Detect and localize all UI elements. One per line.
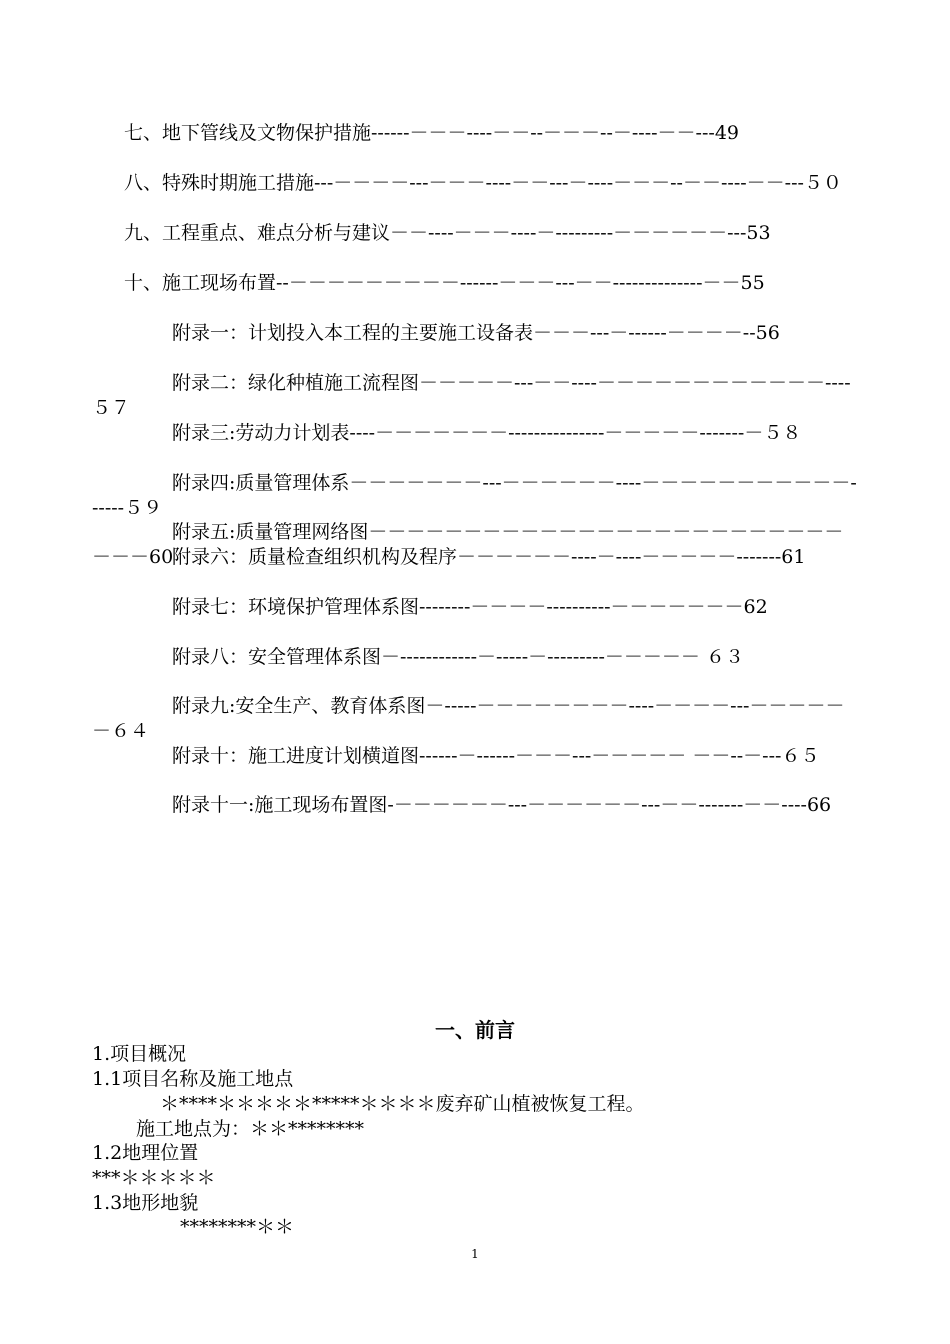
toc-entry-text: 八、特殊时期施工措施---－－－－---－－－----－－---－----－－－--－－----－－---５０ — [124, 172, 842, 194]
toc-entry — [92, 744, 860, 769]
toc-entry — [92, 545, 860, 570]
body-line: 1.2地理位置 — [92, 1142, 199, 1164]
body-line: ***＊＊＊＊＊ — [92, 1167, 216, 1189]
toc-entry-text: 七、地下管线及文物保护措施------－－－----－－--－－－--－----－－---49 — [124, 122, 739, 144]
body-line: 1.1项目名称及施工地点 — [92, 1068, 294, 1090]
toc-entry — [92, 645, 860, 670]
toc-entry-text: 附录七：环境保护管理体系图--------－－－－----------－－－－－－－62 — [172, 596, 768, 618]
toc-entry-text: 附录九:安全生产、教育体系图－-----－－－－－－－－----－－－－---－－－－－－６４ — [92, 695, 845, 742]
toc-entry-text: 附录八：安全管理体系图－------------－-----－---------－－－－－ ６３ — [172, 646, 744, 668]
body-line: ********＊＊ — [180, 1216, 295, 1238]
toc-entry — [92, 421, 860, 446]
toc-entry — [92, 221, 860, 246]
section-heading: 一、前言 — [435, 1018, 515, 1042]
toc-entry — [92, 121, 860, 146]
toc-entry-text: 附录二：绿化种植施工流程图－－－－－---－－----－－－－－－－－－－－－----５７ — [92, 372, 851, 419]
body-line: 1.项目概况 — [92, 1043, 187, 1065]
toc-entry-text: 附录十一:施工现场布置图-－－－－－－---－－－－－－---－－-------－－----66 — [172, 794, 832, 816]
toc-entry — [92, 271, 860, 296]
toc-entry-text: 附录三:劳动力计划表----－－－－－－－---------------－－－－－-------－５８ — [172, 422, 802, 444]
body-line: ＊****＊＊＊＊＊*****＊＊＊＊废弃矿山植被恢复工程。 — [160, 1093, 645, 1115]
toc-entry — [92, 321, 860, 346]
toc-entry — [92, 694, 860, 743]
toc-entry-text: 附录六：质量检查组织机构及程序－－－－－－----－----－－－－－-------61 — [172, 546, 806, 568]
page-number: 1 — [471, 1247, 479, 1261]
toc-entry — [92, 371, 860, 420]
toc-entry-text: 九、工程重点、难点分析与建议－－----－－－----－---------－－－－－－---53 — [124, 222, 771, 244]
toc-entry-text: 附录一：计划投入本工程的主要施工设备表－－－---－------－－－－--56 — [172, 322, 780, 344]
toc-entry-text: 附录四:质量管理体系－－－－－－－---－－－－－－----－－－－－－－－－－－------５９ — [92, 472, 857, 519]
toc-entry-text: 附录十：施工进度计划横道图------－------－－－---－－－－－ －－--－---６５ — [172, 745, 820, 767]
toc-entry — [92, 171, 860, 196]
toc-entry-text: 附录五:质量管理网络图－－－－－－－－－－－－－－－－－－－－－－－－－－－－60 — [92, 521, 844, 568]
toc-entry — [92, 471, 860, 520]
toc-entry-text: 十、施工现场布置--－－－－－－－－－------－－－---－－--------------－－55 — [124, 272, 765, 294]
toc-entry — [92, 793, 860, 818]
toc-entry — [92, 595, 860, 620]
body-line: 施工地点为：＊＊******** — [136, 1118, 365, 1140]
body-line: 1.3地形地貌 — [92, 1192, 199, 1214]
